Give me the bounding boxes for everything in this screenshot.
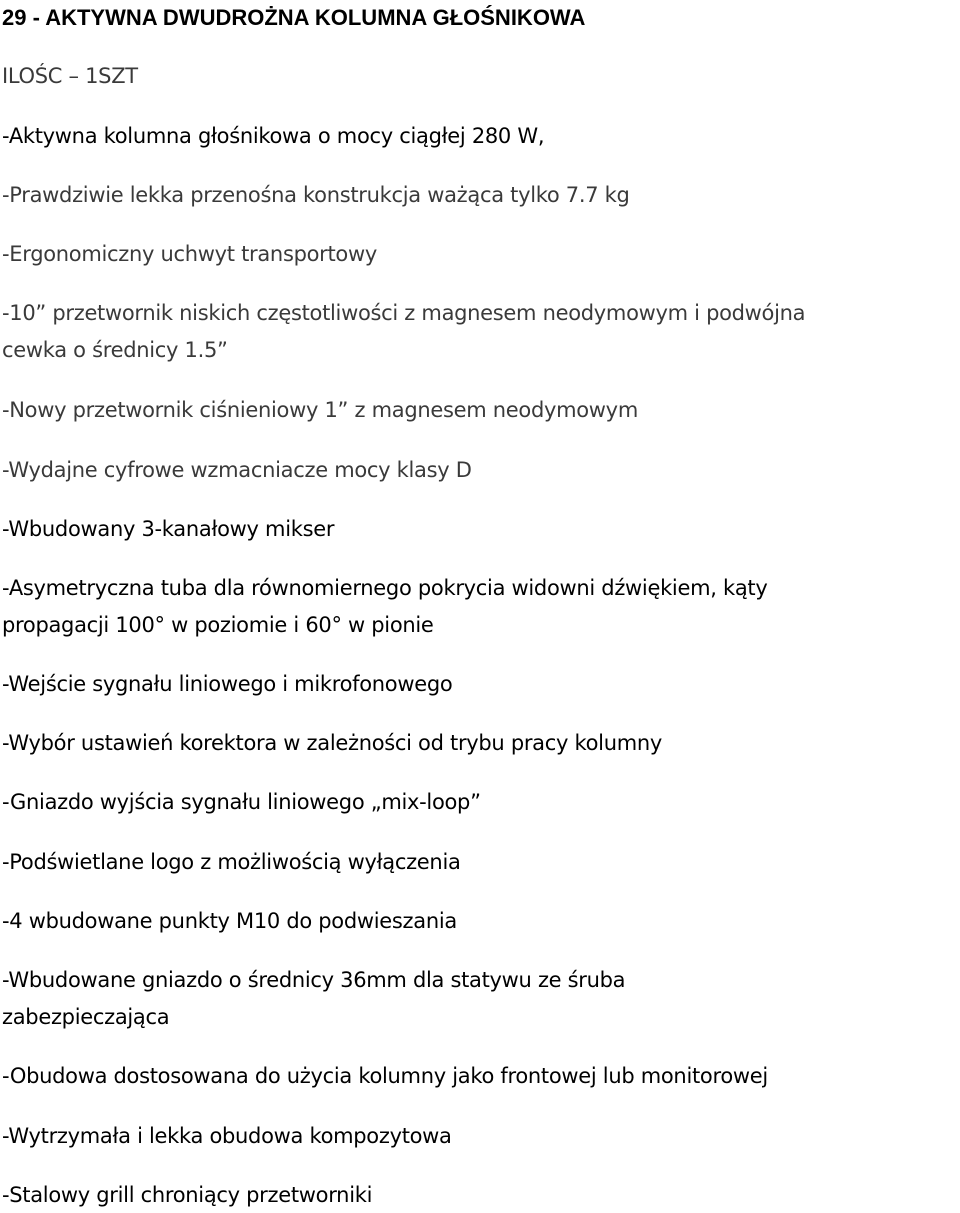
feature-line: -Wbudowane gniazdo o średnicy 36mm dla statywu ze śruba — [2, 968, 626, 992]
feature-line: -4 wbudowane punkty M10 do podwieszania — [2, 909, 457, 933]
feature-line: -Podświetlane logo z możliwością wyłączenia — [2, 850, 461, 874]
feature-line: -Nowy przetwornik ciśnieniowy 1” z magnesem neodymowym — [2, 398, 638, 422]
feature-line: -Prawdziwie lekka przenośna konstrukcja ważąca tylko 7.7 kg — [2, 183, 630, 207]
feature-line: -Wytrzymała i lekka obudowa kompozytowa — [2, 1124, 452, 1148]
feature-line: -Ergonomiczny uchwyt transportowy — [2, 242, 377, 266]
feature-line: -10” przetwornik niskich częstotliwości z magnesem neodymowym i podwójna — [2, 301, 806, 325]
quantity-line: ILOŚC – 1SZT — [2, 64, 138, 88]
feature-line: cewka o średnicy 1.5” — [2, 338, 228, 362]
feature-line: propagacji 100° w poziomie i 60° w pionie — [2, 613, 434, 637]
feature-line: -Gniazdo wyjścia sygnału liniowego „mix-loop” — [2, 790, 481, 814]
feature-line: -Wbudowany 3-kanałowy mikser — [2, 517, 335, 541]
feature-line: -Aktywna kolumna głośnikowa o mocy ciągłej 280 W, — [2, 124, 545, 148]
feature-line: -Wejście sygnału liniowego i mikrofonowego — [2, 672, 453, 696]
feature-line: -Stalowy grill chroniący przetworniki — [2, 1183, 373, 1207]
feature-line: -Asymetryczna tuba dla równomiernego pokrycia widowni dźwiękiem, kąty — [2, 576, 768, 600]
feature-line: -Wydajne cyfrowe wzmacniacze mocy klasy D — [2, 458, 472, 482]
feature-line: zabezpieczająca — [2, 1005, 170, 1029]
feature-line: -Obudowa dostosowana do użycia kolumny jako frontowej lub monitorowej — [2, 1064, 768, 1088]
feature-line: -Wybór ustawień korektora w zależności od trybu pracy kolumny — [2, 731, 662, 755]
spec-title: 29 - AKTYWNA DWUDROŻNA KOLUMNA GŁOŚNIKOWA — [2, 5, 586, 30]
